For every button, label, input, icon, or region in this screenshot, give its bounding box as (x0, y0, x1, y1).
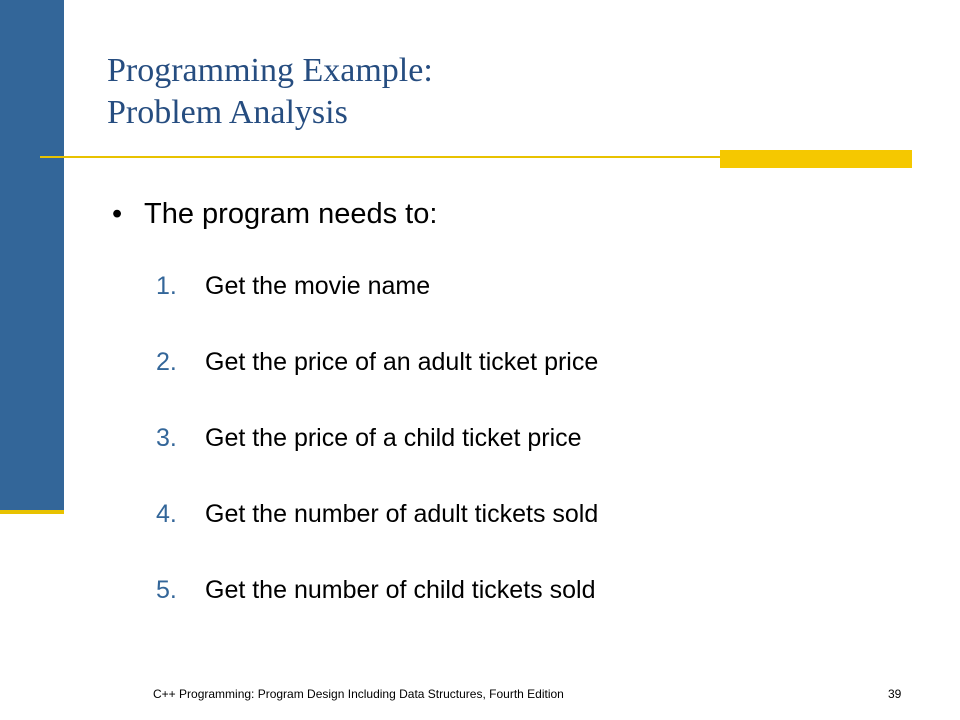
step-number: 1. (156, 272, 177, 300)
steps-list (156, 268, 598, 648)
step-item (156, 420, 598, 496)
side-bar-accent-line (0, 510, 64, 514)
step-item (156, 268, 598, 344)
step-text: Get the number of child tickets sold (205, 576, 596, 604)
title-line-2: Problem Analysis (107, 94, 348, 131)
step-item (156, 572, 598, 648)
title-divider-accent-block (720, 150, 912, 168)
step-text: Get the price of an adult ticket price (205, 348, 599, 376)
step-number: 4. (156, 500, 177, 528)
title-line-1: Programming Example: (107, 52, 433, 89)
footer-text: C++ Programming: Program Design Including Data Structures, Fourth Edition (153, 687, 564, 701)
step-text: Get the movie name (205, 272, 431, 300)
step-text: Get the price of a child ticket price (205, 424, 582, 452)
slide-title (107, 50, 433, 134)
bullet-icon: • (112, 198, 123, 230)
step-text: Get the number of adult tickets sold (205, 500, 599, 528)
step-item (156, 496, 598, 572)
page-number: 39 (888, 687, 902, 701)
step-item (156, 344, 598, 420)
main-bullet (112, 196, 437, 232)
step-number: 2. (156, 348, 177, 376)
side-bar-decoration (0, 0, 64, 510)
step-number: 5. (156, 576, 177, 604)
step-number: 3. (156, 424, 177, 452)
bullet-text: The program needs to: (144, 198, 438, 230)
